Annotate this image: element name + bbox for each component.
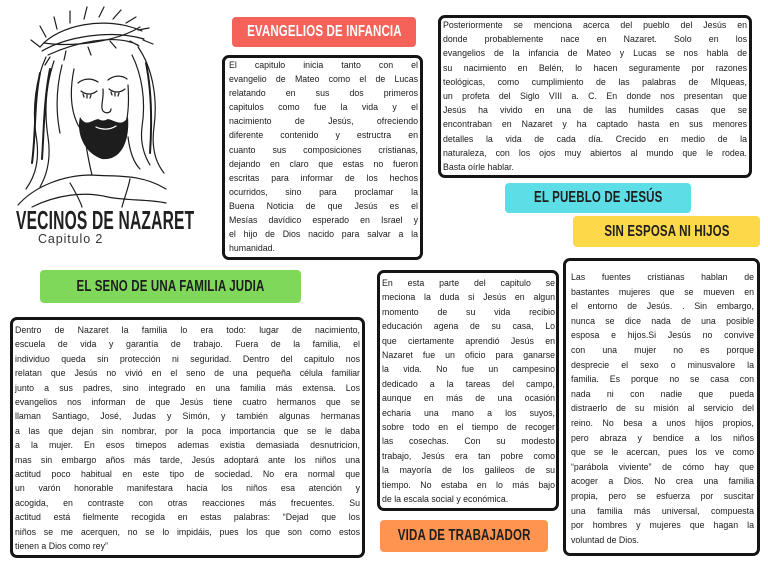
text-box-sin-esposa-ni-hijos xyxy=(563,258,760,556)
text-line: reino. No besa a unos hijos propios, xyxy=(571,417,754,428)
text-line: un profeta del Siglo VIII a. C. En donde nos presentan que xyxy=(443,91,747,102)
text-line: que ciertamente aprendió Jesús en xyxy=(382,335,555,346)
text-line: esposa e hijos.Si Jesús no convive xyxy=(571,330,754,341)
text-line: detalles la vida de cada día. Crecido en medio de la xyxy=(443,133,747,144)
text-line: actitud está fielmente recogida en estas palabras: “Dejad que los xyxy=(15,512,360,523)
text-line: desprecie el sexo o minusvalore la xyxy=(571,359,754,370)
text-line: con una mujer no es porque xyxy=(571,344,754,355)
text-line: encontraban en Nazaret y ha captado hasta en sus menores xyxy=(443,119,747,130)
text-line: trabajo, Jesús era tan pobre como xyxy=(382,450,555,461)
text-line: bastantes mujeres que se mueven en xyxy=(571,286,754,297)
text-line: dedicado a la tareas del campo, xyxy=(382,378,555,389)
text-line: En esta parte del capitulo se xyxy=(382,278,555,288)
text-box-evangelios-de-infancia xyxy=(222,55,423,260)
text-line: las cosechas. Con su modesto xyxy=(382,436,555,447)
heading-el-pueblo-de-jesus xyxy=(505,183,691,213)
text-line: relatan que Jesús no vivió en el seno de una pequeña célula familiar xyxy=(15,368,360,379)
text-line: el entorno de Jesús. . Sin embargo, xyxy=(571,301,754,312)
text-line: una familia más universal, compuesta xyxy=(571,505,754,516)
heading-text: EVANGELIOS DE INFANCIA xyxy=(246,23,402,40)
text-line: distraerlo de su misión al servicio del xyxy=(571,403,754,414)
text-line: acoger a Dios. No crea una familia xyxy=(571,476,754,487)
text-line: actitud poco habitual en este tipo de sociedad. No era normal que xyxy=(15,469,360,480)
heading-text: EL SENO DE UNA FAMILIA JUDIA xyxy=(76,277,265,295)
text-line: evangelio de Mateo como el de Lucas xyxy=(229,74,418,85)
text-line: llaman Santiago, José, Judas y Simón, y también algunas hermanas xyxy=(15,411,360,422)
text-line: escuela de vida y garantía de trabajo. Fuera de la familia, el xyxy=(15,339,360,350)
text-line: escritas para informar de los hechos xyxy=(229,172,418,183)
page-subtitle: Capitulo 2 xyxy=(38,232,104,246)
text-line: El capitulo inicia tanto con el xyxy=(229,60,418,70)
text-line: donde probablemente nace en Nazaret. Solo en los xyxy=(443,34,747,45)
text-line: Dentro de Nazaret la familia lo era todo: lugar de nacimiento, xyxy=(15,325,360,335)
text-line: nada ni con nadie que pueda xyxy=(571,388,754,399)
text-line: Mesías davídico esperado en Israel y xyxy=(229,215,418,226)
heading-vida-de-trabajador xyxy=(380,520,548,552)
text-line: teológicas, como cumplimiento de las palabras de MIqueas, xyxy=(443,76,747,87)
text-line: diferente contenido y estructra en xyxy=(229,130,418,141)
text-line: Jesús ha vivido en una de las humildes casas que se xyxy=(443,105,747,116)
text-line: capitulos como fue la vida y el xyxy=(229,102,418,113)
text-line: pero abraza y bendice a los niños xyxy=(571,432,754,443)
text-box-vida-de-trabajador xyxy=(377,270,559,511)
text-line: junto a sus padres, sino integrado en una familia más extensa. Los xyxy=(15,382,360,393)
text-line: “parábola viviente” de cómo hay que xyxy=(571,461,754,472)
text-line: aunque en más de una ocasión xyxy=(382,393,555,404)
text-line: mas sin embargo años más tarde, Jesús adoptará ante los niños una xyxy=(15,454,360,465)
text-line: la vida. No fue un campesino xyxy=(382,364,555,375)
text-line: su nacimiento en Belén, lo hacen seguramente por razones xyxy=(443,62,747,73)
jesus-crown-of-thorns-illustration xyxy=(10,3,168,208)
text-line: por hombres y mujeres que hagan la xyxy=(571,520,754,531)
heading-text: EL PUEBLO DE JESÚS xyxy=(533,189,663,206)
text-line: Las fuentes cristianas hablan de xyxy=(571,272,754,282)
text-line: tiempo. No estaba en lo más bajo xyxy=(382,479,555,490)
text-line: a la mujer. En esos timepos ademas existia demasiada desnutricion, xyxy=(15,440,360,451)
text-line: meciona la duda si Jesús en algun xyxy=(382,292,555,303)
text-line: educación agena de su casa, Lo xyxy=(382,321,555,332)
text-line: ocurridos, sino para proclamar la xyxy=(229,186,418,197)
text-line: tienen a Dios como rey” xyxy=(15,541,108,552)
text-line: niños se me acerquen, no se lo impidáis, pues los que son como estos xyxy=(15,526,360,537)
text-line: la mayoría de los galileos de su xyxy=(382,465,555,476)
text-line: a las que dejan sin nombrar, por la poca importancia que se le daba xyxy=(15,425,360,436)
text-box-familia-judia xyxy=(10,317,365,558)
heading-text: SIN ESPOSA NI HIJOS xyxy=(603,222,730,240)
text-line: familia. Es porque no se casa con xyxy=(571,374,754,385)
text-line: un varón honorable manifestara hacia los niños esa atención y xyxy=(15,483,360,494)
text-line: momento de su vida recibio xyxy=(382,306,555,317)
text-line: Posteriormente se menciona acerca del pueblo del Jesús en xyxy=(443,20,747,30)
page-title: VECINOS DE NAZARET xyxy=(16,205,195,235)
heading-evangelios-de-infancia xyxy=(232,17,416,47)
text-line: que se le acercan, pues los ve como xyxy=(571,447,754,458)
text-line: humanidad. xyxy=(229,243,275,254)
text-line: evangelios nos informan de que Jesús tiene cuatro hermanos que se xyxy=(15,397,360,408)
text-line: individuo queda sin protección ni seguridad. Dentro del capitulo nos xyxy=(15,353,360,364)
heading-sin-esposa-ni-hijos xyxy=(573,216,760,247)
text-line: dejando en claro que estas no fueron xyxy=(229,158,418,169)
text-line: Basta oírle hablar. xyxy=(443,162,514,173)
text-line: echaria una mano a los suyos, xyxy=(382,407,555,418)
heading-el-seno-de-una-familia-judia xyxy=(40,270,301,303)
heading-text: VIDA DE TRABAJADOR xyxy=(397,527,531,544)
text-line: propia, pero se esfuerza por suscitar xyxy=(571,490,754,501)
text-line: nunca se dice nada de una posible xyxy=(571,315,754,326)
text-line: evangelios de la infancia de Mateo y Lucas se nos habla de xyxy=(443,48,747,59)
text-line: cuanto sus composiciones cristianas, xyxy=(229,144,418,155)
text-line: voluntad de Dios. xyxy=(571,534,639,545)
text-line: Nazaret fue un oficio para ganarse xyxy=(382,350,555,361)
text-line: nacimiento de Jesús, ofreciendo xyxy=(229,116,418,127)
text-line: el hijo de Dios nacido para salvar a la xyxy=(229,229,418,240)
text-line: de la escala social y económica. xyxy=(382,494,509,505)
text-line: acogida, en contraste con otras reacciones más frecuentes. Su xyxy=(15,497,360,508)
text-box-el-pueblo-de-jesus xyxy=(438,15,752,178)
text-line: sobre todo en el tiempo de recoger xyxy=(382,422,555,433)
text-line: relatando en sus dos primeros xyxy=(229,88,418,99)
text-line: naturaleza, con los ojos muy abiertos al mundo que le rodea. xyxy=(443,147,747,158)
text-line: Buena Noticia de que Jesús es el xyxy=(229,200,418,211)
